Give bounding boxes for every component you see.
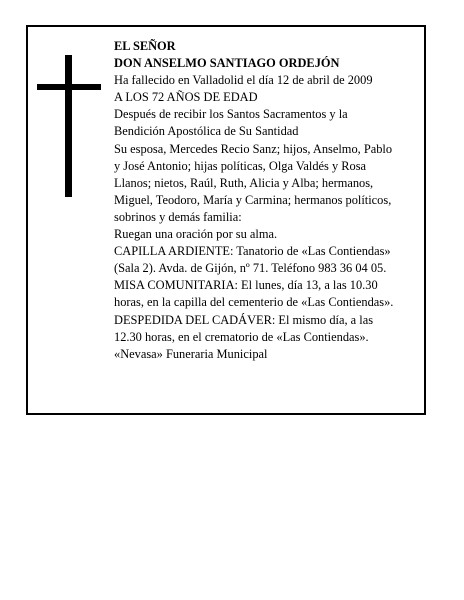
notice-line-title: EL SEÑOR: [114, 39, 176, 53]
notice-line: y José Antonio; hijas políticas, Olga Valdés y Rosa: [114, 158, 367, 173]
notice-line: Bendición Apostólica de Su Santidad: [114, 124, 299, 139]
notice-line-deceased-name: DON ANSELMO SANTIAGO ORDEJÓN: [114, 56, 340, 71]
notice-line: sobrinos y demás familia:: [114, 209, 242, 224]
notice-line-chapel-address: (Sala 2). Avda. de Gijón, nº 71. Teléfono 983 36 04 05.: [114, 261, 387, 276]
notice-line-funeral-home: «Nevasa» Funeraria Municipal: [114, 346, 268, 361]
notice-line: Llanos; nietos, Raúl, Ruth, Alicia y Alba; hermanos,: [114, 175, 374, 190]
cross-icon: [37, 55, 101, 197]
cross-horizontal-bar: [37, 84, 101, 90]
notice-line: Su esposa, Mercedes Recio Sanz; hijos, Anselmo, Pablo: [114, 141, 393, 156]
cross-vertical-bar: [65, 55, 72, 197]
notice-line: Miguel, Teodoro, María y Carmina; hermanos políticos,: [114, 192, 392, 207]
notice-line: Ruegan una oración por su alma.: [114, 227, 278, 242]
notice-line-death-info: Ha fallecido en Valladolid el día 12 de abril de 2009: [114, 73, 373, 88]
notice-line-farewell: DESPEDIDA DEL CADÁVER: El mismo día, a las: [114, 312, 374, 327]
obituary-text: [114, 38, 426, 363]
notice-line-mass: MISA COMUNITARIA: El lunes, día 13, a las 10.30: [114, 278, 378, 293]
notice-line-farewell-location: 12.30 horas, en el crematorio de «Las Contiendas».: [114, 329, 369, 344]
notice-line-chapel: CAPILLA ARDIENTE: Tanatorio de «Las Contiendas»: [114, 244, 391, 259]
notice-line-age: A LOS 72 AÑOS DE EDAD: [114, 90, 258, 105]
notice-line: Después de recibir los Santos Sacramentos y la: [114, 107, 348, 122]
notice-line-mass-location: horas, en la capilla del cementerio de «Las Contiendas».: [114, 295, 394, 310]
